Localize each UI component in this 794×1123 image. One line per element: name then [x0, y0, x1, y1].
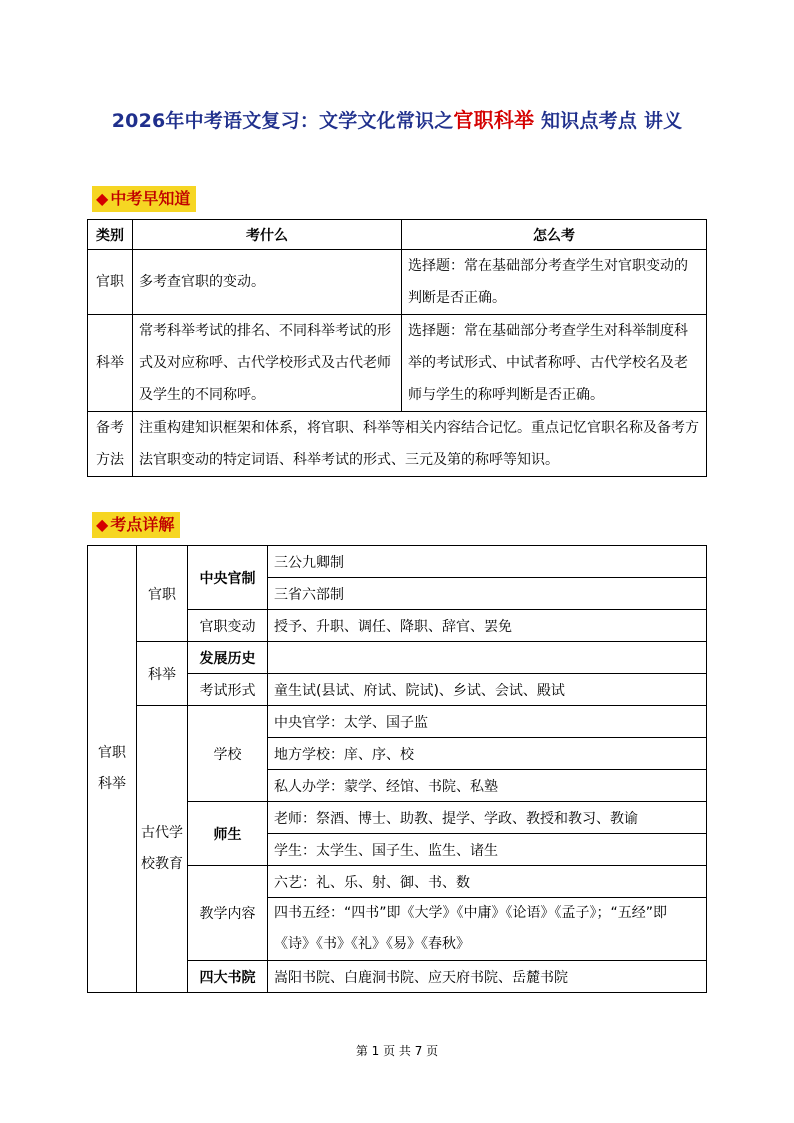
lishi-cell: 发展历史 — [188, 642, 268, 674]
section-heading-zhongkao — [92, 186, 196, 212]
gudai-cell: 古代学校教育 — [137, 706, 188, 993]
biandong-cell: 官职变动 — [188, 610, 268, 642]
table-row — [88, 706, 707, 738]
row-category: 科举 — [88, 315, 133, 412]
row-what: 常考科举考试的排名、不同科举考试的形式及对应称呼、古代学校形式及古代老师及学生的不同称呼。 — [133, 315, 402, 412]
detail-table — [87, 545, 707, 993]
diamond-icon: ◆ — [96, 515, 109, 534]
title-highlight: 官职科举 — [453, 108, 535, 132]
guanzhi-cell: 官职 — [137, 546, 188, 642]
row-how: 选择题：常在基础部分考查学生对科举制度科举的考试形式、中试者称呼、古代学校名及老师与学生的称呼判断是否正确。 — [402, 315, 707, 412]
list-item: 私人办学：蒙学、经馆、书院、私塾 — [268, 770, 707, 802]
xuexiao-cell: 学校 — [188, 706, 268, 802]
diamond-icon: ◆ — [96, 189, 109, 208]
list-item: 老师：祭酒、博士、助教、提学、学政、教授和教习、教谕 — [268, 802, 707, 834]
table-row — [88, 315, 707, 412]
row-what: 多考查官职的变动。 — [133, 250, 402, 315]
root-cell: 官职科举 — [88, 546, 137, 993]
table-header-row — [88, 220, 707, 250]
shuyuan-cell: 四大书院 — [188, 961, 268, 993]
xingshi-cell: 考试形式 — [188, 674, 268, 706]
list-item: 中央官学：太学、国子监 — [268, 706, 707, 738]
list-item: 四书五经：“四书”即《大学》《中庸》《论语》《孟子》；“五经”即《诗》《书》《礼》《易》《春秋》 — [268, 898, 707, 961]
list-item: 三公九卿制 — [268, 546, 707, 578]
header-category: 类别 — [88, 220, 133, 250]
neirong-cell: 教学内容 — [188, 866, 268, 961]
section-heading-kaodian — [92, 512, 180, 538]
section-heading-text: 中考早知道 — [110, 189, 191, 208]
page-footer: 第 1 页 共 7 页 — [355, 1044, 439, 1058]
page-title — [0, 104, 794, 133]
list-item: 三省六部制 — [268, 578, 707, 610]
header-how: 怎么考 — [402, 220, 707, 250]
list-item — [268, 642, 707, 674]
method-category: 备考方法 — [88, 412, 133, 477]
list-item: 地方学校：庠、序、校 — [268, 738, 707, 770]
title-prefix: 2026年中考语文复习：文学文化常识之 — [111, 110, 454, 132]
shisheng-cell: 师生 — [188, 802, 268, 866]
table-row — [88, 546, 707, 578]
row-how: 选择题：常在基础部分考查学生对官职变动的判断是否正确。 — [402, 250, 707, 315]
zhongyang-cell: 中央官制 — [188, 546, 268, 610]
list-item: 学生：太学生、国子生、监生、诸生 — [268, 834, 707, 866]
title-suffix: 知识点考点 讲义 — [534, 110, 683, 132]
table-row — [88, 250, 707, 315]
list-item: 童生试(县试、府试、院试)、乡试、会试、殿试 — [268, 674, 707, 706]
table-row — [88, 642, 707, 674]
list-item: 六艺：礼、乐、射、御、书、数 — [268, 866, 707, 898]
list-item: 授予、升职、调任、降职、辞官、罢免 — [268, 610, 707, 642]
overview-table — [87, 219, 707, 477]
table-row — [88, 412, 707, 477]
header-what: 考什么 — [133, 220, 402, 250]
list-item: 嵩阳书院、白鹿洞书院、应天府书院、岳麓书院 — [268, 961, 707, 993]
method-text: 注重构建知识框架和体系，将官职、科举等相关内容结合记忆。重点记忆官职名称及备考方法官职变动的特定词语、科举考试的形式、三元及第的称呼等知识。 — [133, 412, 707, 477]
row-category: 官职 — [88, 250, 133, 315]
section-heading-text: 考点详解 — [110, 515, 175, 534]
keju-cell: 科举 — [137, 642, 188, 706]
